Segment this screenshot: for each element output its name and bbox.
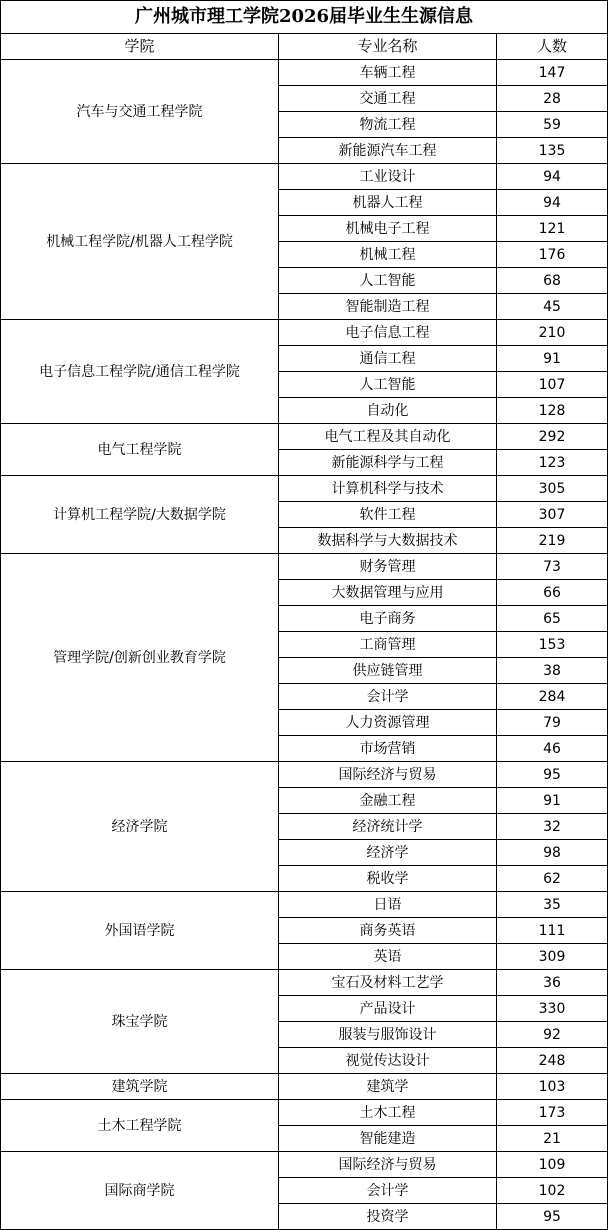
major-cell: 视觉传达设计 <box>279 1048 497 1074</box>
major-cell: 人工智能 <box>279 372 497 398</box>
table-row <box>1 554 608 580</box>
college-cell: 计算机工程学院/大数据学院 <box>1 476 279 554</box>
college-cell: 电子信息工程学院/通信工程学院 <box>1 320 279 424</box>
major-cell: 物流工程 <box>279 112 497 138</box>
major-cell: 车辆工程 <box>279 60 497 86</box>
college-cell: 经济学院 <box>1 762 279 892</box>
major-cell: 国际经济与贸易 <box>279 762 497 788</box>
count-cell: 46 <box>497 736 608 762</box>
header-major: 专业名称 <box>279 34 497 60</box>
major-cell: 日语 <box>279 892 497 918</box>
major-cell: 新能源科学与工程 <box>279 450 497 476</box>
major-cell: 宝石及材料工艺学 <box>279 970 497 996</box>
table-row <box>1 424 608 450</box>
count-cell: 38 <box>497 658 608 684</box>
table-row <box>1 60 608 86</box>
major-cell: 机器人工程 <box>279 190 497 216</box>
major-cell: 经济统计学 <box>279 814 497 840</box>
major-cell: 会计学 <box>279 684 497 710</box>
table-title: 广州城市理工学院2026届毕业生生源信息 <box>1 1 608 34</box>
header-count: 人数 <box>497 34 608 60</box>
title-row <box>1 1 608 34</box>
college-cell: 建筑学院 <box>1 1074 279 1100</box>
count-cell: 305 <box>497 476 608 502</box>
major-cell: 供应链管理 <box>279 658 497 684</box>
major-cell: 产品设计 <box>279 996 497 1022</box>
count-cell: 68 <box>497 268 608 294</box>
count-cell: 121 <box>497 216 608 242</box>
count-cell: 210 <box>497 320 608 346</box>
count-cell: 35 <box>497 892 608 918</box>
college-cell: 机械工程学院/机器人工程学院 <box>1 164 279 320</box>
count-cell: 248 <box>497 1048 608 1074</box>
count-cell: 98 <box>497 840 608 866</box>
count-cell: 135 <box>497 138 608 164</box>
header-college: 学院 <box>1 34 279 60</box>
count-cell: 94 <box>497 190 608 216</box>
count-cell: 153 <box>497 632 608 658</box>
major-cell: 英语 <box>279 944 497 970</box>
major-cell: 人工智能 <box>279 268 497 294</box>
count-cell: 107 <box>497 372 608 398</box>
table-row <box>1 1100 608 1126</box>
major-cell: 智能建造 <box>279 1126 497 1152</box>
count-cell: 73 <box>497 554 608 580</box>
major-cell: 电气工程及其自动化 <box>279 424 497 450</box>
count-cell: 65 <box>497 606 608 632</box>
count-cell: 307 <box>497 502 608 528</box>
major-cell: 投资学 <box>279 1204 497 1230</box>
table-row <box>1 476 608 502</box>
major-cell: 财务管理 <box>279 554 497 580</box>
major-cell: 建筑学 <box>279 1074 497 1100</box>
count-cell: 91 <box>497 788 608 814</box>
table-row <box>1 320 608 346</box>
major-cell: 国际经济与贸易 <box>279 1152 497 1178</box>
count-cell: 92 <box>497 1022 608 1048</box>
count-cell: 95 <box>497 1204 608 1230</box>
count-cell: 292 <box>497 424 608 450</box>
major-cell: 工业设计 <box>279 164 497 190</box>
count-cell: 147 <box>497 60 608 86</box>
count-cell: 219 <box>497 528 608 554</box>
count-cell: 330 <box>497 996 608 1022</box>
count-cell: 176 <box>497 242 608 268</box>
count-cell: 111 <box>497 918 608 944</box>
count-cell: 66 <box>497 580 608 606</box>
table-row <box>1 1074 608 1100</box>
count-cell: 62 <box>497 866 608 892</box>
major-cell: 机械工程 <box>279 242 497 268</box>
count-cell: 103 <box>497 1074 608 1100</box>
table-row <box>1 762 608 788</box>
major-cell: 税收学 <box>279 866 497 892</box>
major-cell: 智能制造工程 <box>279 294 497 320</box>
major-cell: 机械电子工程 <box>279 216 497 242</box>
major-cell: 通信工程 <box>279 346 497 372</box>
count-cell: 21 <box>497 1126 608 1152</box>
count-cell: 128 <box>497 398 608 424</box>
major-cell: 服装与服饰设计 <box>279 1022 497 1048</box>
major-cell: 工商管理 <box>279 632 497 658</box>
major-cell: 商务英语 <box>279 918 497 944</box>
college-cell: 汽车与交通工程学院 <box>1 60 279 164</box>
major-cell: 数据科学与大数据技术 <box>279 528 497 554</box>
major-cell: 软件工程 <box>279 502 497 528</box>
major-cell: 自动化 <box>279 398 497 424</box>
college-cell: 国际商学院 <box>1 1152 279 1230</box>
count-cell: 91 <box>497 346 608 372</box>
count-cell: 173 <box>497 1100 608 1126</box>
count-cell: 102 <box>497 1178 608 1204</box>
major-cell: 市场营销 <box>279 736 497 762</box>
count-cell: 284 <box>497 684 608 710</box>
count-cell: 309 <box>497 944 608 970</box>
count-cell: 45 <box>497 294 608 320</box>
major-cell: 计算机科学与技术 <box>279 476 497 502</box>
table-row <box>1 164 608 190</box>
table-row <box>1 892 608 918</box>
table-row <box>1 1152 608 1178</box>
major-cell: 电子信息工程 <box>279 320 497 346</box>
college-cell: 管理学院/创新创业教育学院 <box>1 554 279 762</box>
count-cell: 28 <box>497 86 608 112</box>
count-cell: 59 <box>497 112 608 138</box>
count-cell: 32 <box>497 814 608 840</box>
count-cell: 123 <box>497 450 608 476</box>
count-cell: 95 <box>497 762 608 788</box>
header-row <box>1 34 608 60</box>
college-cell: 外国语学院 <box>1 892 279 970</box>
count-cell: 79 <box>497 710 608 736</box>
table-row <box>1 970 608 996</box>
major-cell: 电子商务 <box>279 606 497 632</box>
count-cell: 36 <box>497 970 608 996</box>
college-cell: 珠宝学院 <box>1 970 279 1074</box>
major-cell: 金融工程 <box>279 788 497 814</box>
major-cell: 新能源汽车工程 <box>279 138 497 164</box>
major-cell: 大数据管理与应用 <box>279 580 497 606</box>
major-cell: 土木工程 <box>279 1100 497 1126</box>
major-cell: 经济学 <box>279 840 497 866</box>
college-cell: 土木工程学院 <box>1 1100 279 1152</box>
major-cell: 交通工程 <box>279 86 497 112</box>
major-cell: 人力资源管理 <box>279 710 497 736</box>
count-cell: 94 <box>497 164 608 190</box>
major-cell: 会计学 <box>279 1178 497 1204</box>
count-cell: 109 <box>497 1152 608 1178</box>
college-cell: 电气工程学院 <box>1 424 279 476</box>
